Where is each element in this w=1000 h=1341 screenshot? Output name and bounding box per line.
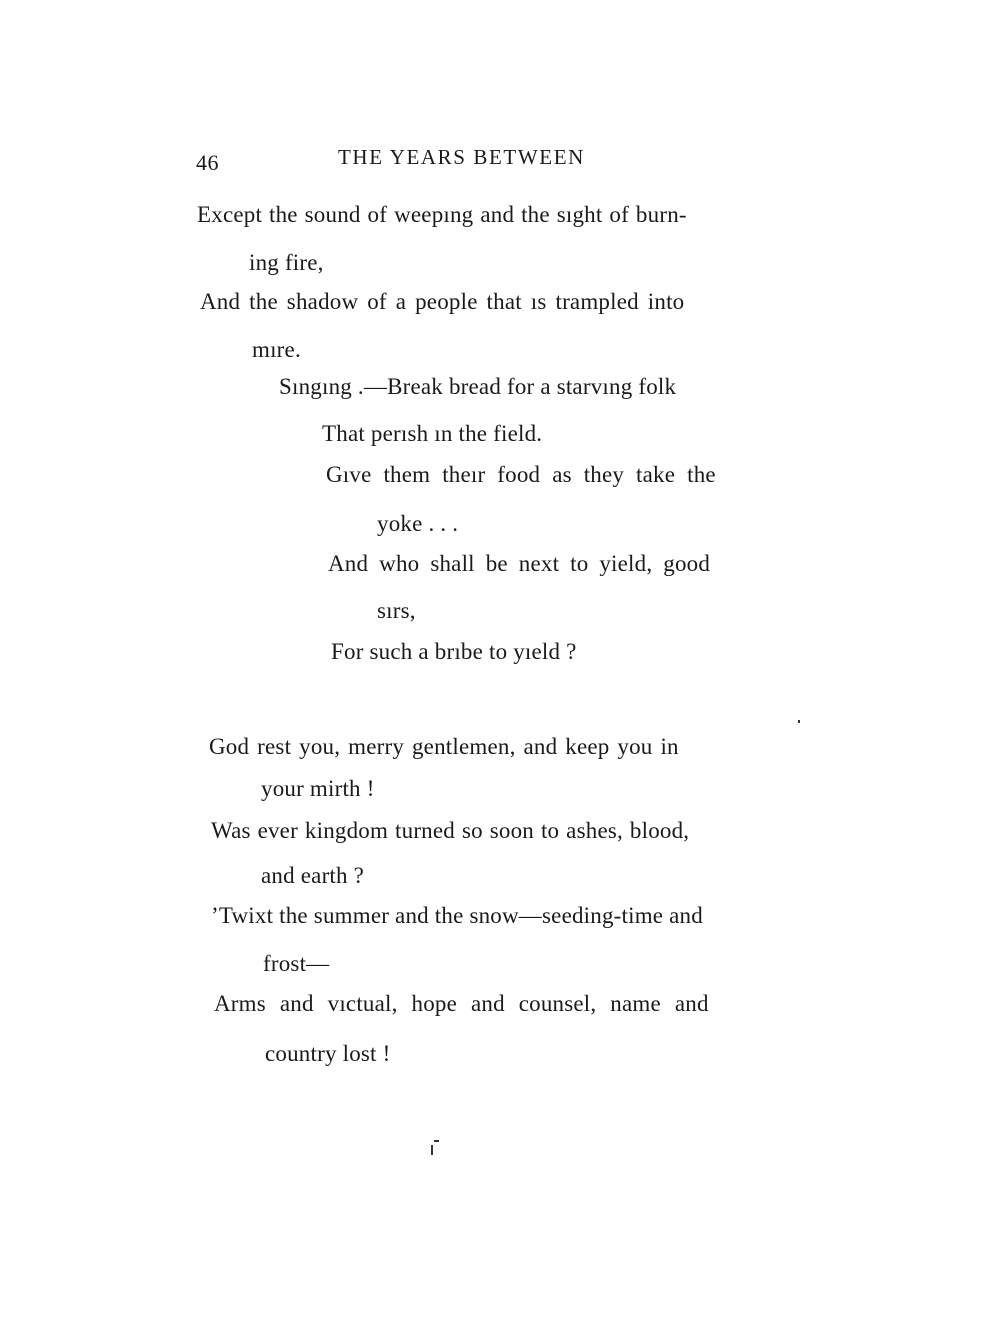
poem-line: And the shadow of a people that ıs trampled into: [200, 289, 685, 314]
poem-line: ’Twixt the summer and the snow—seeding-time and: [211, 903, 703, 928]
scan-speck: [434, 1140, 439, 1142]
running-title: THE YEARS BETWEEN: [338, 145, 585, 169]
poem-line: frost—: [263, 951, 330, 976]
poem-line: God rest you, merry gentlemen, and keep you in: [209, 734, 679, 759]
scan-speck: [798, 720, 800, 723]
poem-line: sırs,: [377, 598, 416, 623]
poem-line: mıre.: [252, 337, 301, 362]
poem-line: Gıve them theır food as they take the: [326, 462, 716, 487]
poem-line: your mirth !: [261, 776, 375, 801]
poem-line: yoke . . .: [377, 511, 459, 536]
poem-line: and earth ?: [261, 863, 365, 888]
poem-line: Except the sound of weepıng and the sıght of burn-: [197, 202, 687, 227]
poem-line: Sıngıng .—Break bread for a starvıng folk: [279, 374, 677, 399]
poem-line: country lost !: [265, 1041, 391, 1066]
poem-line: Was ever kingdom turned so soon to ashes, blood,: [211, 818, 690, 843]
poem-line: ing fire,: [249, 250, 324, 275]
poem-line: For such a brıbe to yıeld ?: [331, 639, 577, 664]
poem-line: Arms and vıctual, hope and counsel, name and: [214, 991, 709, 1016]
page-number: 46: [196, 150, 219, 175]
poem-line: And who shall be next to yield, good: [328, 551, 711, 576]
poem-line: That perısh ın the field.: [322, 421, 543, 446]
scan-speck: [431, 1145, 433, 1155]
